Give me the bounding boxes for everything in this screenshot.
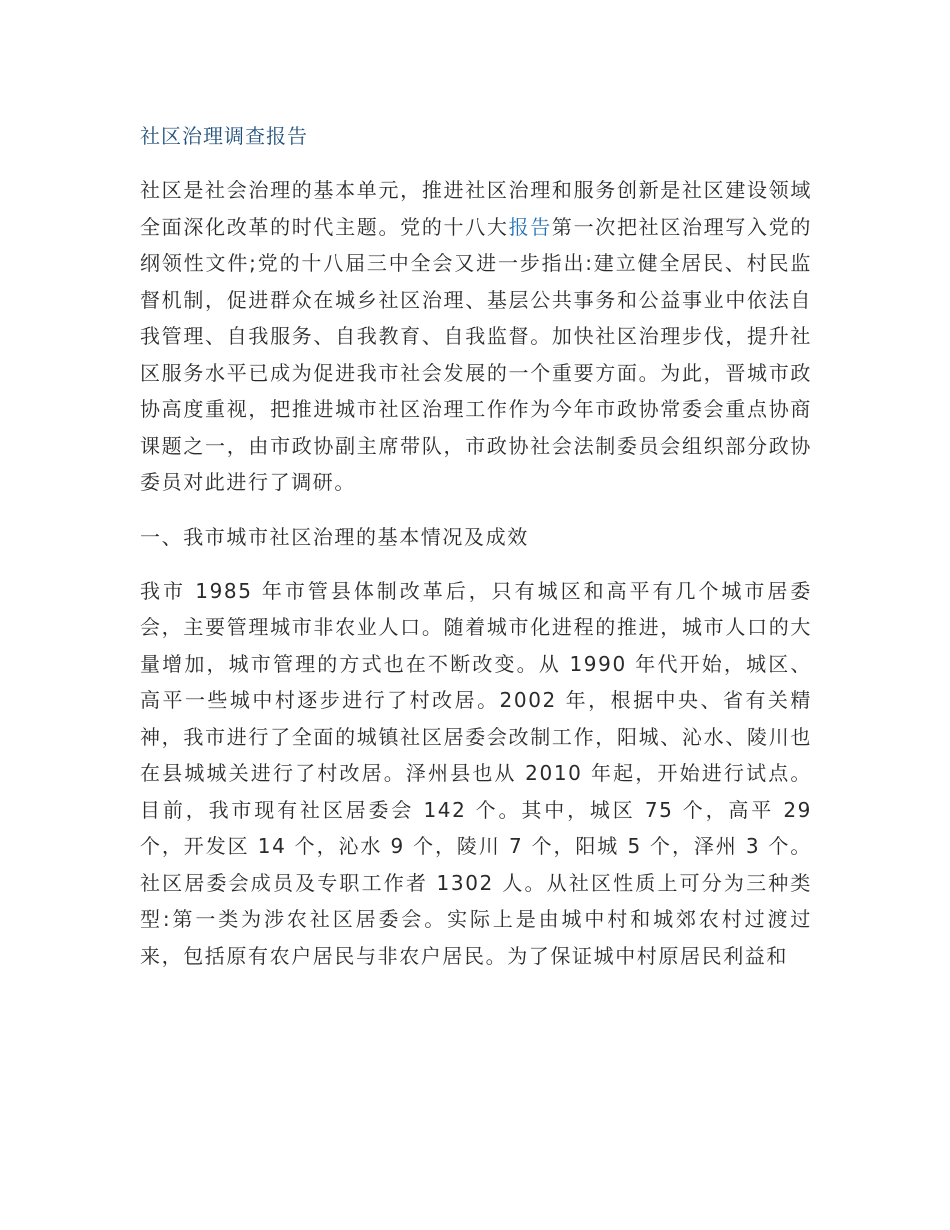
document-page [140,118,812,992]
intro-text-before-link: 社区是社会治理的基本单元，推进社区治理和服务创新是社区建设领域全面深化改革的时代主题。党的十八大 [140,178,812,239]
intro-paragraph [140,172,812,501]
document-title: 社区治理调查报告 [140,124,308,148]
intro-text-after-link: 第一次把社区治理写入党的纲领性文件;党的十八届三中全会又进一步指出:建立健全居民、村民监督机制，促进群众在城乡社区治理、基层公共事务和公益事业中依法自我管理、自我服务、自我教育、自我监督。加快社区治理步伐，提升社区服务水平已成为促进我市社会发展的一个重要方面。为此，晋城市政协高度重视，把推进城市社区治理工作作为今年市政协常委会重点协商课题之一，由市政协副主席带队，市政协社会法制委员会组织部分政协委员对此进行了调研。 [140,214,812,494]
section-paragraph: 我市 1985 年市管县体制改革后，只有城区和高平有几个城市居委会，主要管理城市非农业人口。随着城市化进程的推进，城市人口的大量增加，城市管理的方式也在不断改变。从 1990 年代开始，城区、高平一些城中村逐步进行了村改居。2002 年，根据中央、省有关精神，我市进行了全面的城镇社区居委会改制工作，阳城、沁水、陵川也在县城城关进行了村改居。泽州县也从 2010 年起，开始进行试点。目前，我市现有社区居委会 142 个。其中，城区 75 个，高平 29 个，开发区 14 个，沁水 9 个，陵川 7 个，阳城 5 个，泽州 3 个。社区居委会成员及专职工作者 1302 人。从社区性质上可分为三种类型:第一类为涉农社区居委会。实际上是由城中村和城郊农村过渡过来，包括原有农户居民与非农户居民。为了保证城中村原居民利益和 [140,578,812,968]
report-link[interactable]: 报告 [508,214,552,239]
section-heading: 一、我市城市社区治理的基本情况及成效 [140,524,529,549]
